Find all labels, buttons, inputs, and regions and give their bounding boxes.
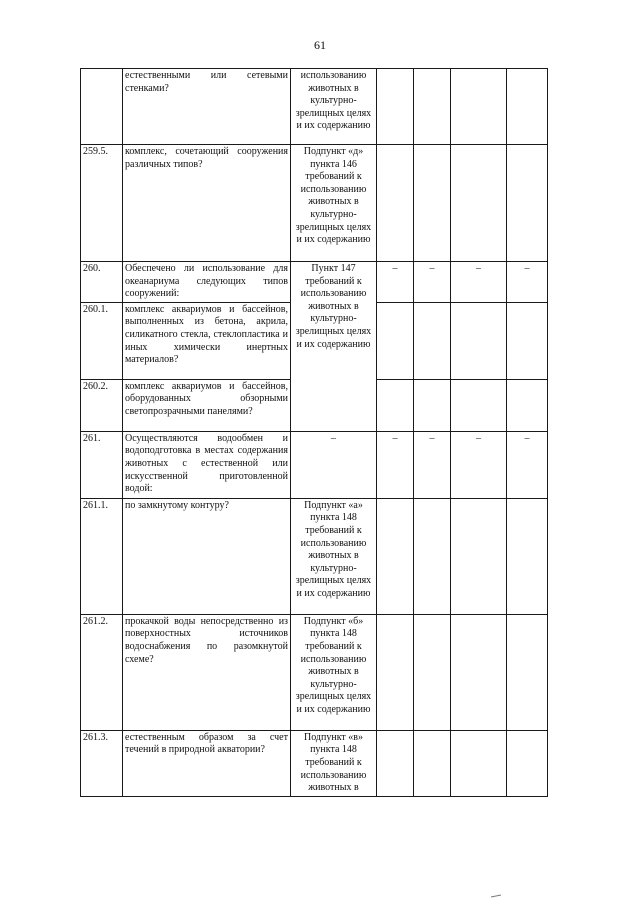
row-number: 260.2. [81, 379, 123, 431]
answer-na-cell [451, 498, 507, 614]
table-row [81, 69, 548, 145]
row-number: 261.3. [81, 730, 123, 796]
answer-no-cell [414, 379, 451, 431]
row-number: 261.1. [81, 498, 123, 614]
answer-na-cell: – [451, 262, 507, 303]
row-number: 260. [81, 262, 123, 303]
row-reference: Подпункт «д» пункта 146 требований к использованию животных в культурно-зрелищных целях и их содержанию [291, 145, 377, 262]
row-question: по замкнутому контуру? [123, 498, 291, 614]
answer-yes-cell [377, 302, 414, 379]
answer-note-cell [507, 69, 548, 145]
answer-note-cell [507, 145, 548, 262]
answer-na-cell [451, 614, 507, 730]
row-reference: Подпункт «б» пункта 148 требований к использованию животных в культурно-зрелищных целях и их содержанию [291, 614, 377, 730]
answer-note-cell: – [507, 431, 548, 498]
answer-yes-cell [377, 379, 414, 431]
answer-yes-cell: – [377, 431, 414, 498]
answer-note-cell [507, 498, 548, 614]
answer-note-cell [507, 614, 548, 730]
row-number: 261.2. [81, 614, 123, 730]
answer-yes-cell: – [377, 262, 414, 303]
answer-na-cell: – [451, 431, 507, 498]
answer-yes-cell [377, 498, 414, 614]
table-row [81, 498, 548, 614]
answer-no-cell [414, 614, 451, 730]
answer-na-cell [451, 145, 507, 262]
answer-yes-cell [377, 69, 414, 145]
scan-speck-mark [490, 893, 502, 899]
row-number: 259.5. [81, 145, 123, 262]
answer-note-cell [507, 730, 548, 796]
table-row [81, 431, 548, 498]
row-question: прокачкой воды непосредственно из поверхностных источников водоснабжения по разомкнутой схеме? [123, 614, 291, 730]
answer-na-cell [451, 69, 507, 145]
answer-no-cell: – [414, 431, 451, 498]
table-row [81, 730, 548, 796]
answer-no-cell [414, 69, 451, 145]
answer-yes-cell [377, 145, 414, 262]
row-reference: использованию животных в культурно-зрелищных целях и их содержанию [291, 69, 377, 145]
answer-note-cell [507, 302, 548, 379]
table-row [81, 145, 548, 262]
row-question: естественными или сетевыми стенками? [123, 69, 291, 145]
answer-no-cell [414, 302, 451, 379]
answer-na-cell [451, 302, 507, 379]
answer-note-cell [507, 379, 548, 431]
row-reference: – [291, 431, 377, 498]
answer-no-cell [414, 145, 451, 262]
row-reference: Подпункт «в» пункта 148 требований к использованию животных в [291, 730, 377, 796]
row-question: Осуществляются водообмен и водоподготовка в местах содержания животных с естественной или искусственной приготовленной водой: [123, 431, 291, 498]
row-question: Обеспечено ли использование для океанариума следующих типов сооружений: [123, 262, 291, 303]
row-question: комплекс, сочетающий сооружения различных типов? [123, 145, 291, 262]
row-question: комплекс аквариумов и бассейнов, выполненных из бетона, акрила, силикатного стекла, стеклопластика и иных химически инертных материалов? [123, 302, 291, 379]
answer-yes-cell [377, 614, 414, 730]
answer-yes-cell [377, 730, 414, 796]
row-question: комплекс аквариумов и бассейнов, оборудованных обзорными светопрозрачными панелями? [123, 379, 291, 431]
answer-no-cell [414, 730, 451, 796]
row-number: 260.1. [81, 302, 123, 379]
page-number: 61 [314, 38, 326, 52]
row-number [81, 69, 123, 145]
row-number: 261. [81, 431, 123, 498]
row-reference: Подпункт «а» пункта 148 требований к использованию животных в культурно-зрелищных целях и их содержанию [291, 498, 377, 614]
answer-no-cell [414, 498, 451, 614]
answer-na-cell [451, 730, 507, 796]
checklist-table [80, 68, 548, 797]
row-question: естественным образом за счет течений в природной акватории? [123, 730, 291, 796]
table-row [81, 262, 548, 303]
row-reference: Пункт 147 требований к использованию животных в культурно-зрелищных целях и их содержанию [291, 262, 377, 432]
answer-na-cell [451, 379, 507, 431]
table-row [81, 614, 548, 730]
answer-note-cell: – [507, 262, 548, 303]
answer-no-cell: – [414, 262, 451, 303]
